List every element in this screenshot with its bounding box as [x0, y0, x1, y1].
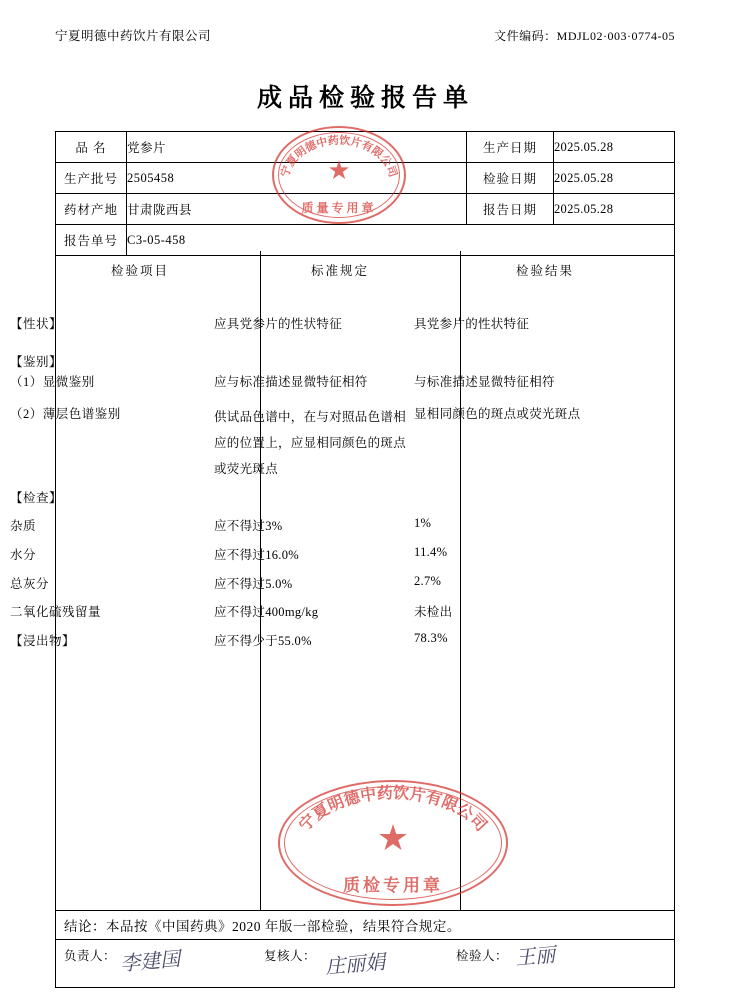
document-code: 文件编码：MDJL02·003·0774-05	[494, 29, 675, 43]
row-item-0: 【性状】	[10, 317, 63, 331]
row-item-5: 杂质	[10, 519, 37, 533]
page-header	[55, 26, 675, 44]
svg-text:宁夏明德中药饮片有限公司: 宁夏明德中药饮片有限公司	[296, 785, 490, 835]
company-name: 宁夏明德中药饮片有限公司	[55, 29, 212, 43]
row-result-9: 78.3%	[414, 631, 448, 645]
label-inspection-date: 检验日期	[467, 163, 554, 194]
row-standard-7: 应不得过5.0%	[214, 577, 293, 591]
row-standard-6: 应不得过16.0%	[214, 548, 299, 562]
signature-responsible: 李建国	[119, 946, 182, 976]
table-row	[56, 132, 675, 163]
row-item-7: 总灰分	[10, 577, 50, 591]
signature-inspector: 王丽	[514, 942, 557, 970]
value-report-no: C3-05-458	[127, 225, 675, 256]
value-inspection-date: 2025.05.28	[554, 163, 675, 194]
value-report-date: 2025.05.28	[554, 194, 675, 225]
row-result-0: 具党参片的性状特征	[414, 317, 530, 331]
column-header-standard: 标准规定	[311, 264, 370, 278]
row-result-2: 与标准描述显微特征相符	[414, 375, 555, 389]
label-batch-no: 生产批号	[56, 163, 127, 194]
label-product-name: 品 名	[56, 132, 127, 163]
row-standard-5: 应不得过3%	[214, 519, 283, 533]
label-report-date: 报告日期	[467, 194, 554, 225]
label-reviewer: 复核人：	[264, 949, 317, 963]
table-row	[56, 194, 675, 225]
row-standard-9: 应不得少于55.0%	[214, 634, 312, 648]
label-origin: 药材产地	[56, 194, 127, 225]
value-product-name: 党参片	[127, 132, 467, 163]
value-origin: 甘肃陇西县	[127, 194, 467, 225]
row-item-8: 二氧化硫残留量	[10, 605, 102, 619]
column-header-item: 检验项目	[111, 264, 170, 278]
label-production-date: 生产日期	[467, 132, 554, 163]
row-item-3: （2）薄层色谱鉴别	[10, 407, 121, 421]
value-production-date: 2025.05.28	[554, 132, 675, 163]
signature-reviewer: 庄丽娟	[324, 949, 387, 979]
row-standard-8: 应不得过400mg/kg	[214, 605, 319, 619]
row-item-1: 【鉴别】	[10, 355, 63, 369]
row-result-3: 显相同颜色的斑点或荧光斑点	[414, 407, 581, 421]
label-report-no: 报告单号	[56, 225, 127, 256]
star-icon: ★	[376, 818, 410, 859]
stamp-bottom-text-bottom: 质检专用章	[343, 876, 443, 895]
column-header-result: 检验结果	[516, 264, 575, 278]
row-result-8: 未检出	[414, 605, 453, 619]
svg-text:宁夏明德中药饮片有限公司: 宁夏明德中药饮片有限公司	[279, 134, 399, 179]
row-result-7: 2.7%	[414, 574, 442, 588]
info-table	[55, 131, 675, 256]
row-standard-2: 应与标准描述显微特征相符	[214, 375, 368, 389]
row-item-6: 水分	[10, 548, 37, 562]
label-responsible: 负责人：	[64, 949, 117, 963]
label-inspector: 检验人：	[456, 949, 509, 963]
row-result-5: 1%	[414, 516, 432, 530]
row-item-2: （1）显微鉴别	[10, 375, 95, 389]
star-icon: ★	[327, 156, 351, 186]
value-batch-no: 2505458	[127, 163, 467, 194]
row-item-4: 【检查】	[10, 491, 63, 505]
conclusion-text: 结论：本品按《中国药典》2020 年版一部检验，结果符合规定。	[55, 911, 675, 940]
row-item-9: 【浸出物】	[10, 634, 76, 648]
row-result-6: 11.4%	[414, 545, 448, 559]
stamp-bottom-text-top: 质量专用章	[301, 201, 377, 215]
row-standard-3: 供试品色谱中，在与对照品色谱相应的位置上，应显相同颜色的斑点或荧光斑点	[214, 410, 407, 476]
table-row	[56, 163, 675, 194]
page-title: 成品检验报告单	[256, 85, 474, 112]
row-standard-0: 应具党参片的性状特征	[214, 317, 343, 331]
